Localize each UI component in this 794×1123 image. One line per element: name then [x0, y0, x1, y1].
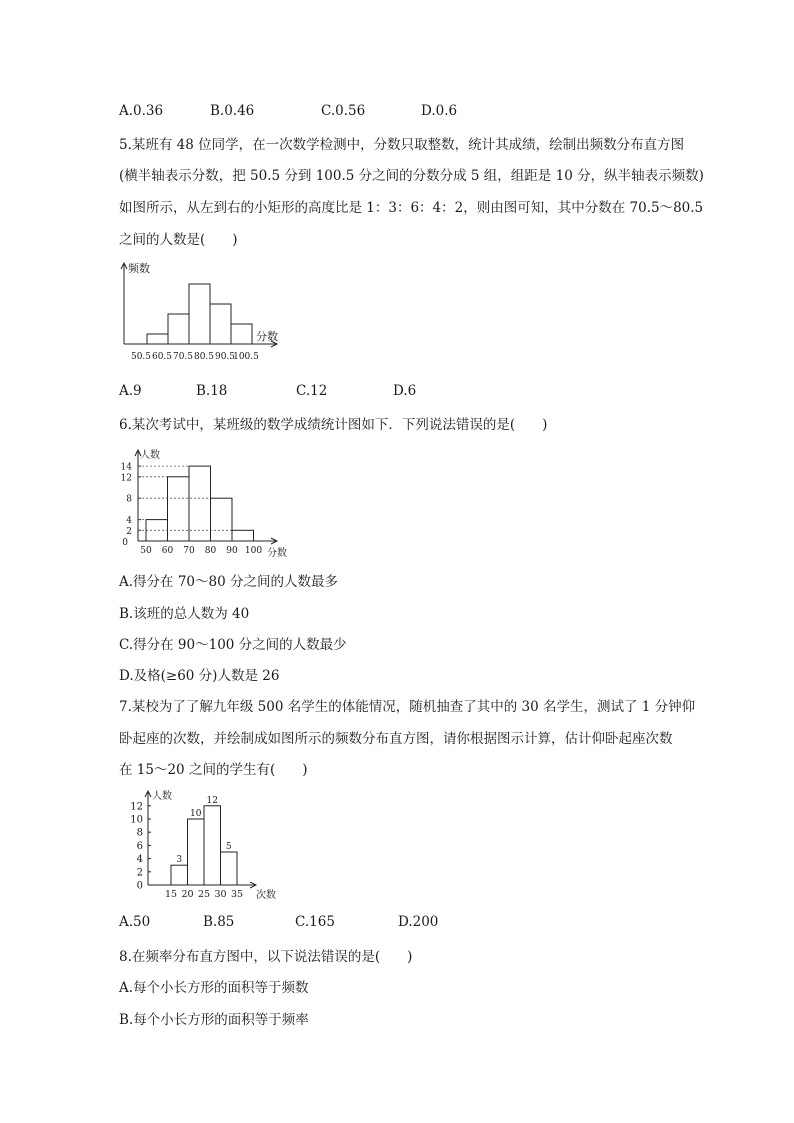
q6-choice-a: A.得分在 70～80 分之间的人数最多	[119, 574, 338, 590]
c3-y-label: 人数	[152, 791, 172, 802]
c3-bar	[171, 865, 188, 885]
q7-option-b: B.85	[203, 914, 235, 930]
q6-choice-c: C.得分在 90～100 分之间的人数最少	[119, 637, 347, 653]
c3-x-tick: 30	[214, 889, 227, 900]
c2-y-tick: 4	[126, 516, 132, 527]
c2-bar	[168, 477, 190, 541]
c2-x-tick: 70	[183, 546, 195, 556]
c1-bar	[231, 324, 252, 344]
c2-x-tick: 50	[140, 546, 152, 556]
c3-y-tick: 10	[130, 814, 143, 826]
c3-y-tick: 4	[136, 854, 143, 866]
c3-y-tick: 6	[136, 840, 143, 852]
q5-histogram	[110, 258, 290, 368]
c3-bar	[204, 806, 221, 885]
q5-option-a: A.9	[119, 383, 142, 399]
c3-x-tick: 25	[197, 889, 211, 900]
q4-option-b: B.0.46	[210, 103, 255, 119]
c1-bar	[147, 334, 168, 344]
c2-x-label: 分数	[267, 548, 287, 559]
c1-x-tick: 90.5	[214, 352, 236, 362]
c2-y-tick: 2	[126, 526, 132, 537]
q4-option-a: A.0.36	[119, 103, 164, 119]
c2-y-tick: 8	[126, 494, 132, 505]
c3-x-tick: 15	[164, 889, 178, 900]
q5-stem-line-3: 如图所示，从左到右的小矩形的高度比是 1：3：6：4：2，则由图可知，其中分数在 70.5～80.5	[119, 200, 704, 216]
c2-bar	[211, 498, 233, 541]
q7-option-c: C.165	[295, 914, 335, 930]
q5-option-b: B.18	[196, 383, 228, 399]
c3-y-tick: 12	[130, 801, 143, 813]
c3-data-label: 5	[225, 842, 232, 852]
c3-data-label: 10	[190, 809, 202, 819]
q6-histogram	[110, 445, 300, 560]
q7-stem-line-1: 7.某校为了了解九年级 500 名学生的体能情况，随机抽查了其中的 30 名学生，测试了 1 分钟仰	[119, 699, 696, 715]
q7-stem-line-3: 在 15～20 之间的学生有( )	[119, 762, 308, 778]
c1-bar	[168, 314, 189, 344]
q7-option-a: A.50	[119, 914, 151, 930]
q8-stem: 8.在频率分布直方图中，以下说法错误的是( )	[119, 949, 413, 965]
q5-option-c: C.12	[296, 383, 328, 399]
c3-y-tick: 8	[136, 827, 143, 839]
q8-choice-a: A.每个小长方形的面积等于频数	[119, 980, 309, 996]
c1-x-label: 分数	[256, 330, 278, 343]
c2-y-tick: 12	[120, 473, 132, 484]
q7-option-d: D.200	[398, 914, 439, 930]
c1-x-tick: 50.5	[130, 352, 152, 362]
c2-bar	[189, 466, 211, 541]
c3-data-label: 3	[176, 855, 183, 866]
c1-x-tick: 100.5	[233, 352, 259, 362]
q8-choice-b: B.每个小长方形的面积等于频率	[119, 1012, 309, 1028]
c3-data-label: 12	[206, 795, 218, 806]
q7-histogram	[110, 788, 300, 903]
c1-x-tick: 80.5	[193, 352, 215, 362]
c2-x-tick: 100	[244, 546, 263, 556]
c2-bar	[232, 530, 254, 541]
c3-x-tick: 20	[181, 889, 194, 900]
c2-x-tick: 90	[226, 546, 238, 556]
q5-option-d: D.6	[393, 383, 417, 399]
c3-y-tick: 2	[136, 867, 143, 879]
c1-x-tick: 60.5	[151, 352, 173, 362]
c1-bar	[189, 284, 210, 344]
c3-x-label: 次数	[256, 890, 276, 901]
c2-y-tick: 14	[120, 462, 132, 473]
q5-stem-line-2: (横半轴表示分数，把 50.5 分到 100.5 分之间的分数分成 5 组，组距是 10 分，纵半轴表示频数)	[119, 168, 704, 184]
c2-x-tick: 60	[161, 546, 174, 556]
c1-y-label: 频数	[128, 262, 150, 275]
c2-bar	[146, 520, 168, 541]
c3-bar	[188, 819, 205, 885]
q4-option-c: C.0.56	[321, 103, 366, 119]
c1-x-tick: 70.5	[172, 352, 194, 362]
q4-option-d: D.0.6	[421, 103, 458, 119]
q6-choice-b: B.该班的总人数为 40	[119, 606, 250, 622]
c1-bar	[210, 304, 231, 344]
c3-y-tick: 0	[136, 880, 143, 892]
q5-stem-line-4: 之间的人数是( )	[119, 232, 238, 248]
q7-stem-line-2: 卧起座的次数，并绘制成如图所示的频数分布直方图，请你根据图示计算，估计仰卧起座次数	[119, 731, 673, 747]
c2-y-tick: 0	[122, 538, 128, 548]
q5-stem-line-1: 5.某班有 48 位同学，在一次数学检测中，分数只取整数，统计其成绩，绘制出频数分布直方图	[119, 137, 685, 153]
c2-x-tick: 80	[204, 546, 217, 556]
q6-stem: 6.某次考试中，某班级的数学成绩统计图如下．下列说法错误的是( )	[119, 417, 548, 433]
c3-x-tick: 35	[230, 889, 244, 900]
c2-y-label: 人数	[140, 450, 160, 461]
q6-choice-d: D.及格(≥60 分)人数是 26	[119, 668, 280, 684]
c3-bar	[221, 852, 238, 885]
